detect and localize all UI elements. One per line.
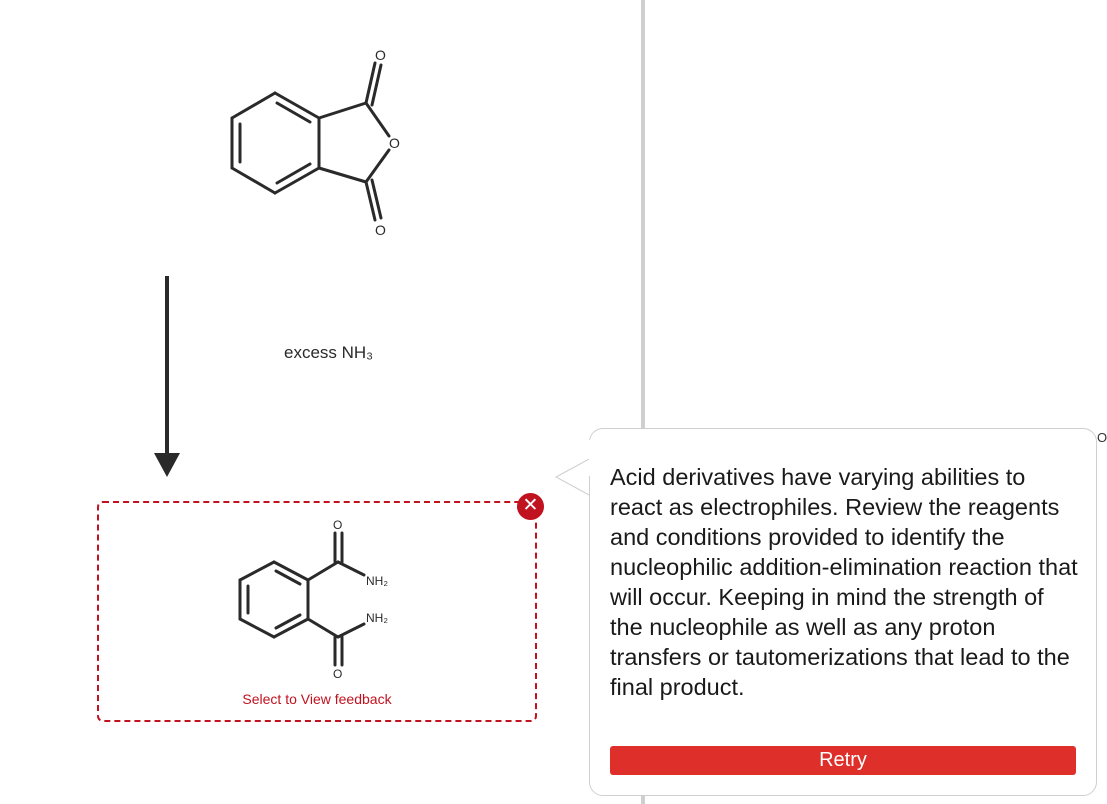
reactant-o-bottom: O	[375, 222, 386, 238]
reactant-structure	[220, 40, 420, 240]
reagent-label: excess NH₃	[284, 343, 374, 362]
product-o-top: O	[333, 518, 343, 532]
offscreen-atom-label: O	[1097, 430, 1107, 445]
reactant-o-top: O	[375, 47, 386, 63]
product-nh2-bottom: NH₂	[366, 611, 388, 625]
reaction-arrow	[165, 276, 169, 454]
view-feedback-link[interactable]: Select to View feedback	[242, 691, 392, 707]
reaction-arrow-head	[154, 453, 180, 477]
feedback-message: Acid derivatives have varying abilities to react as electrophiles. Review the reagents and conditions provided to identify the nucleophilic addition-elimination reaction that will occur. Keeping in mind the strength of the nucleophile as well as any proton transfers or tautomerizations that lead to the final product.	[610, 464, 1078, 700]
product-structure[interactable]	[230, 515, 410, 685]
product-o-bottom: O	[333, 667, 343, 681]
feedback-popover	[589, 428, 1097, 796]
product-nh2-top: NH₂	[366, 574, 388, 588]
reactant-o-ring: O	[389, 135, 400, 151]
retry-button[interactable]: Retry	[610, 746, 1076, 775]
close-icon[interactable]: ✕	[517, 493, 544, 520]
